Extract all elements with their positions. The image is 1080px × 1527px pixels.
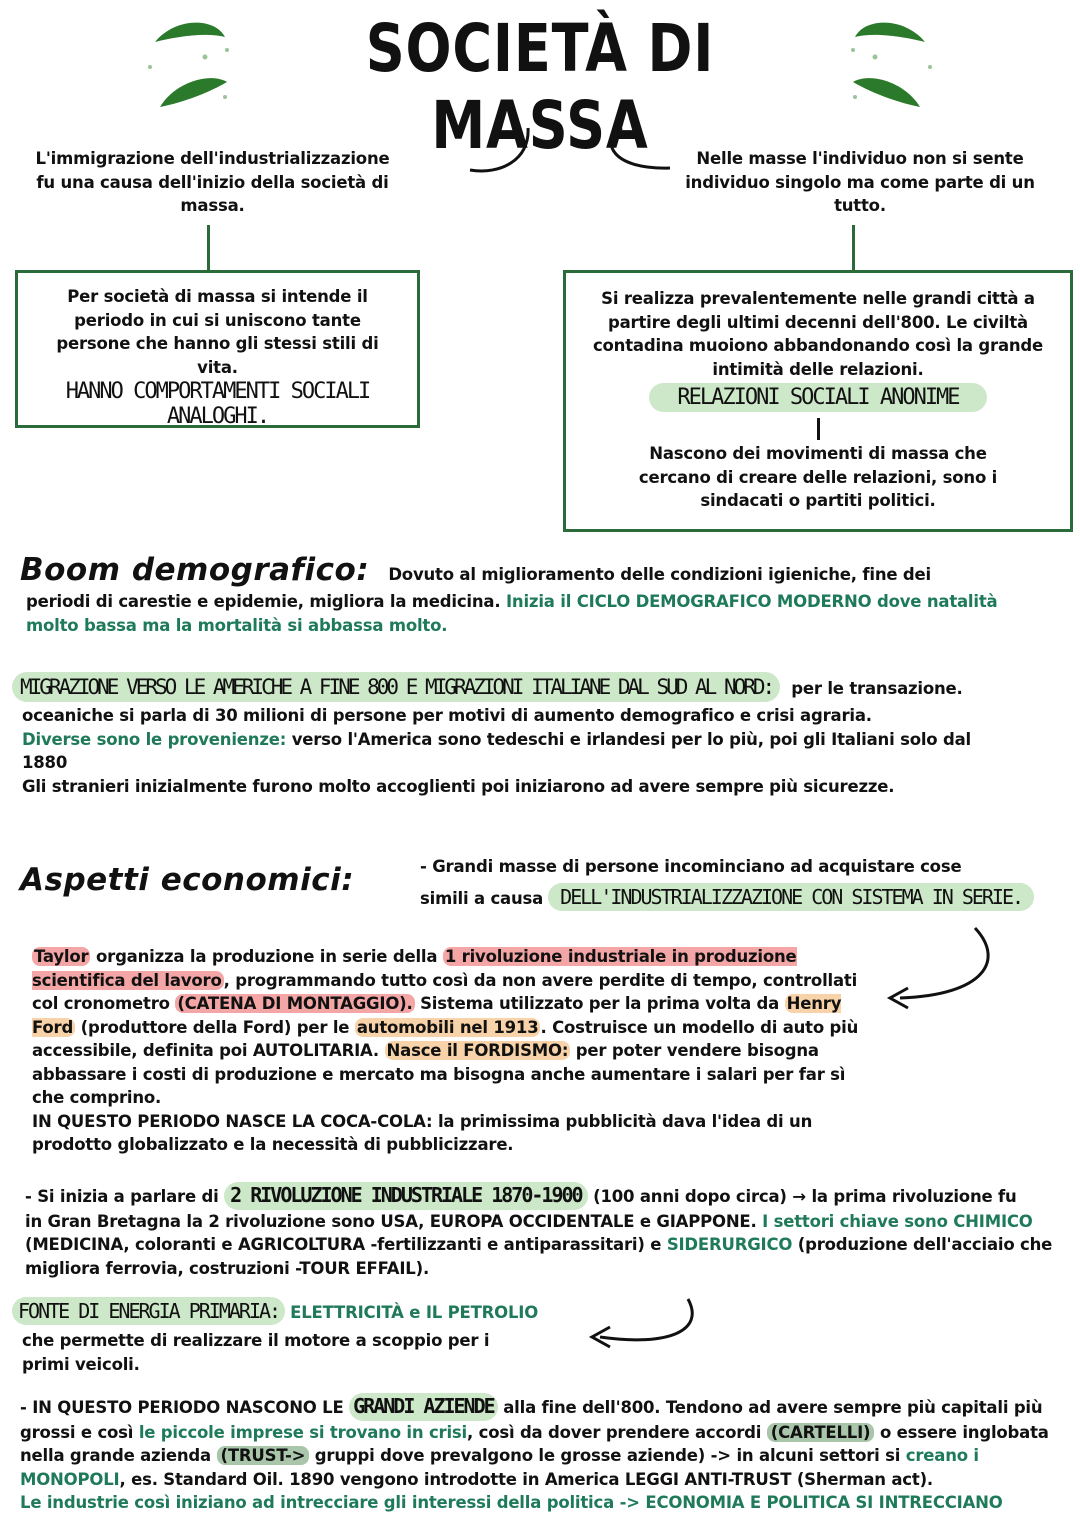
taylor-name: Taylor	[34, 947, 89, 966]
taylor-t8: (produttore della Ford) per le	[80, 1017, 350, 1037]
right-box-divider	[817, 418, 820, 440]
page-title: SOCIETÀ DI MASSA	[365, 10, 715, 164]
migrazione-line4: 1880	[22, 753, 68, 772]
migrazione-section	[12, 672, 1062, 798]
left-box-caps: HANNO COMPORTAMENTI SOCIALI ANALOGHI.	[65, 379, 370, 429]
aziende-j: (TRUST->	[217, 1446, 310, 1465]
migrazione-line3b: verso l'America sono tedeschi e irlandesi per lo più, poi gli Italiani solo dal	[291, 729, 971, 749]
taylor-t7: Henry Ford	[32, 994, 842, 1037]
taylor-t10: . Costruisce un modello di auto più accessibile, definita poi AUTOLITARIA.	[32, 1017, 859, 1060]
taylor-t2: organizza la produzione in serie della	[96, 947, 438, 966]
migrazione-line3a: Diverse sono le provenienze:	[22, 729, 287, 749]
seconda-i: (produzione dell'acciaio che migliora ferrovia, costruzioni -TOUR EFFAIL).	[25, 1235, 1053, 1278]
curved-arrow-icon	[860, 920, 1010, 1020]
right-box-sub: Nascono dei movimenti di massa che cercano di creare delle relazioni, sono i sindacati o partiti politici.	[638, 444, 998, 510]
taylor-t13: IN QUESTO PERIODO NASCE LA COCA-COLA: la primissima pubblicità dava l'idea di un prodotto globalizzato e la necessità di pubblicizzare.	[32, 1111, 813, 1154]
seconda-b: 2 RIVOLUZIONE INDUSTRIALE 1870-1900	[224, 1182, 587, 1210]
left-intro: L'immigrazione dell'industrializzazione fu una causa dell'inizio della società di massa.	[35, 149, 390, 215]
migrazione-heading: MIGRAZIONE VERSO LE AMERICHE A FINE 800 E MIGRAZIONI ITALIANE DAL SUD AL NORD:	[12, 672, 780, 702]
economici-right1: - Grandi masse di persone incominciano ad acquistare cose	[420, 857, 962, 876]
fonte-value: ELETTRICITÀ e IL PETROLIO	[290, 1303, 539, 1322]
right-box-text: Si realizza prevalentemente nelle grandi città a partire degli ultimi decenni dell'800. Le civiltà contadina muoiono abbandonando così la grande intimità delle relazioni.	[592, 289, 1044, 379]
seconda-paragraph	[25, 1182, 1060, 1280]
seconda-g: (MEDICINA, coloranti e AGRICOLTURA -fertilizzanti e antiparassitari) e	[25, 1235, 662, 1254]
aziende-k: gruppi dove prevalgono le grosse aziende) -> in alcuni settori si	[314, 1446, 901, 1465]
aziende-d: grossi e così	[20, 1422, 134, 1442]
seconda-h: SIDERURGICO	[666, 1235, 793, 1254]
taylor-t11: Nasce il FORDISMO:	[386, 1041, 569, 1060]
left-box-text: Per società di massa si intende il periodo in cui si uniscono tante persone che hanno gli stessi stili di vita.	[56, 287, 379, 377]
fonte-line3: primi veicoli.	[22, 1354, 140, 1374]
fonte-heading: FONTE DI ENERGIA PRIMARIA:	[12, 1297, 285, 1325]
taylor-paragraph	[32, 945, 862, 1157]
right-definition-box	[563, 270, 1073, 532]
seconda-c: (100 anni dopo circa) → la prima rivoluzione fu	[593, 1187, 1017, 1206]
boom-line3: molto bassa ma la mortalità si abbassa molto.	[26, 615, 448, 635]
aziende-paragraph	[20, 1393, 1065, 1515]
seconda-e: I settori chiave sono	[762, 1211, 948, 1231]
seconda-a: - Si inizia a parlare di	[25, 1187, 219, 1206]
boom-line1: Dovuto al miglioramento delle condizioni igieniche, fine dei	[388, 565, 931, 584]
aziende-l: creano i MONOPOLI	[20, 1446, 979, 1489]
curved-arrow-2-icon	[580, 1295, 710, 1355]
aziende-f: , così da dover prendere accordi	[467, 1422, 762, 1442]
boom-section	[20, 552, 1060, 637]
taylor-t9: automobili nel 1913	[356, 1017, 539, 1037]
right-connector-line	[852, 225, 855, 272]
boom-line2a: periodi di carestie e epidemie, migliora la medicina.	[26, 592, 501, 611]
fonte-section	[12, 1297, 572, 1376]
taylor-t12: per poter vendere bisogna abbassare i costi di produzione e mercato ma bisogna anche aumentare i salari per far sì che comprino.	[32, 1041, 846, 1107]
economici-right2b: DELL'INDUSTRIALIZZAZIONE CON SISTEMA IN SERIE.	[548, 883, 1034, 911]
left-definition-box	[15, 270, 420, 428]
leaf-decoration-left-icon	[145, 12, 235, 112]
taylor-t3: 1 rivoluzione industriale in produzione scientifica del lavoro	[32, 947, 797, 990]
left-connector-line	[207, 225, 210, 272]
boom-heading: Boom demografico:	[20, 552, 370, 588]
aziende-m: , es. Standard Oil. 1890 vengono introdotte in America LEGGI ANTI-TRUST (Sherman act).	[119, 1469, 933, 1489]
aziende-i: inglobata nella grande azienda	[20, 1422, 1049, 1465]
economici-right	[420, 855, 1040, 911]
fonte-line2: che permette di realizzare il motore a scoppio per i	[22, 1331, 490, 1350]
migrazione-tail: per le transazione.	[791, 679, 963, 698]
aziende-e: le piccole imprese si trovano in crisi	[138, 1422, 467, 1442]
aziende-n: Le industrie così iniziano ad intrecciare gli interessi della politica -> ECONOMIA E POLITICA SI INTRECCIANO	[20, 1493, 1003, 1512]
taylor-t6: Sistema utilizzato per la prima volta da	[420, 994, 780, 1013]
aziende-a: - IN QUESTO PERIODO NASCONO LE	[20, 1398, 344, 1417]
aziende-h: o essere	[879, 1422, 957, 1442]
right-intro: Nelle masse l'individuo non si sente individuo singolo ma come parte di un tutto.	[685, 149, 1035, 215]
aziende-c: alla fine dell'800. Tendono ad avere sempre più capitali più	[503, 1398, 1043, 1417]
boom-line2b: Inizia il CICLO DEMOGRAFICO MODERNO dove natalità	[505, 592, 998, 611]
taylor-t4: , programmando tutto così da non avere perdite di tempo, controllati col cronometro	[32, 970, 858, 1013]
migrazione-line2: oceaniche si parla di 30 milioni di persone per motivi di aumento demografico e crisi agraria.	[22, 706, 872, 725]
aziende-b: GRANDI AZIENDE	[349, 1393, 498, 1421]
migrazione-line5: Gli stranieri inizialmente furono molto accoglienti poi iniziarono ad avere sempre più sicurezze.	[22, 776, 895, 796]
title-connectors	[460, 120, 680, 190]
aziende-g: (CARTELLI)	[767, 1423, 875, 1442]
leaf-decoration-right-icon	[845, 12, 935, 112]
economici-right2a: simili a causa	[420, 888, 544, 908]
right-box-caps: RELAZIONI SOCIALI ANONIME	[649, 383, 986, 412]
economici-heading: Aspetti economici:	[20, 862, 355, 898]
taylor-t5: (CATENA DI MONTAGGIO).	[177, 994, 413, 1013]
seconda-f: CHIMICO	[953, 1211, 1033, 1231]
seconda-d: in Gran Bretagna la 2 rivoluzione sono USA, EUROPA OCCIDENTALE e GIAPPONE.	[25, 1211, 757, 1231]
